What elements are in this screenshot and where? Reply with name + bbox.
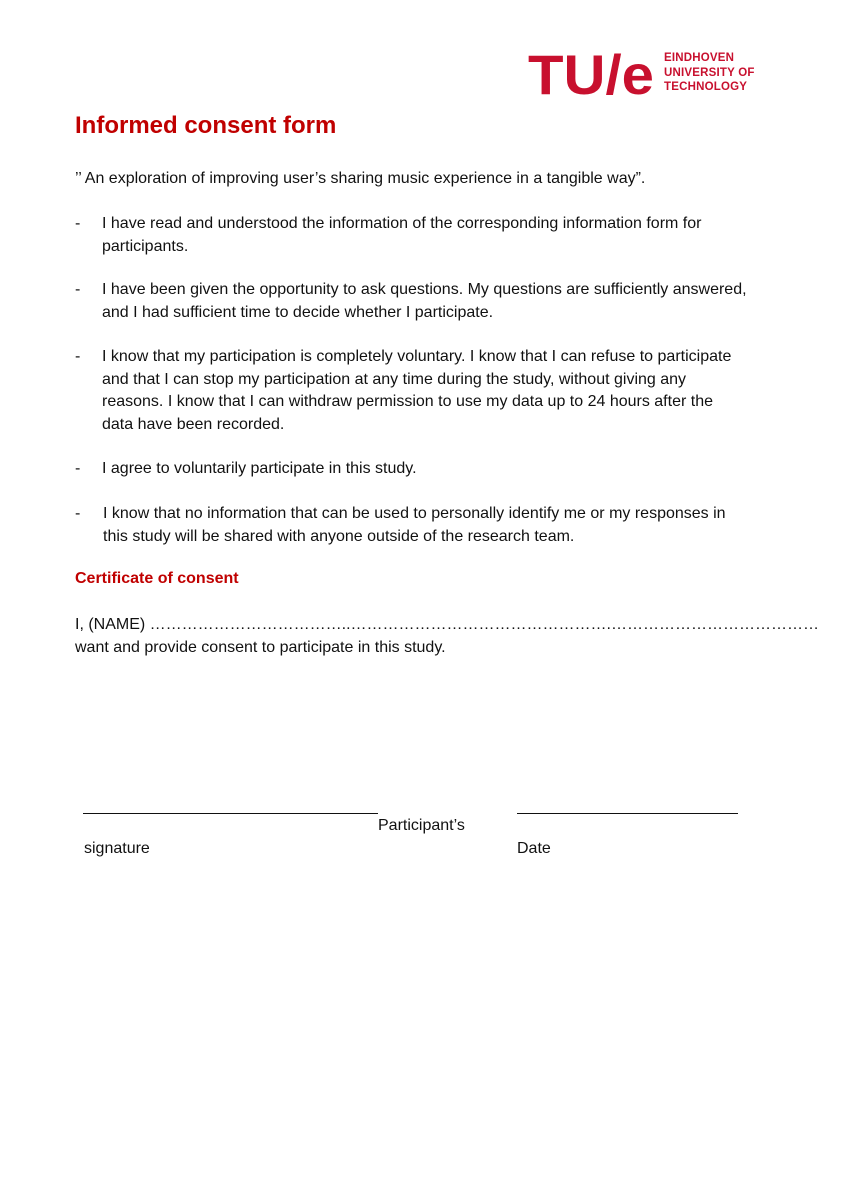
bullet-marker: - bbox=[75, 505, 81, 522]
consent-item-line: data have been recorded. bbox=[102, 415, 285, 433]
consent-item-text bbox=[102, 346, 731, 436]
tue-logo bbox=[528, 46, 773, 102]
bullet-marker: - bbox=[75, 348, 81, 365]
certificate-heading: Certificate of consent bbox=[75, 570, 239, 587]
consent-item-line: I have read and understood the information of the corresponding information form for bbox=[102, 215, 702, 232]
name-field[interactable]: I, (NAME) ………………………………..………………………………………….………………………………… bbox=[75, 616, 819, 633]
bullet-marker: - bbox=[75, 281, 81, 298]
date-line[interactable] bbox=[517, 813, 738, 814]
consent-item-line: reasons. I know that I can withdraw permission to use my data up to 24 hours after the bbox=[102, 393, 713, 410]
tue-logo-mark bbox=[528, 46, 656, 102]
consent-item-line: participants. bbox=[102, 237, 189, 255]
consent-item-text bbox=[103, 503, 726, 548]
signature-label-top: Participant’s bbox=[378, 817, 465, 834]
logo-line-eindhoven: EINDHOVEN bbox=[664, 52, 735, 64]
consent-item-line: I agree to voluntarily participate in this study. bbox=[102, 460, 417, 477]
logo-line-technology: TECHNOLOGY bbox=[664, 81, 748, 93]
signature-line[interactable] bbox=[83, 813, 378, 814]
consent-statement: want and provide consent to participate in this study. bbox=[75, 639, 446, 656]
bullet-marker: - bbox=[75, 460, 81, 477]
consent-item-line: I have been given the opportunity to ask questions. My questions are sufficiently answered, bbox=[102, 281, 747, 298]
consent-item-text bbox=[102, 279, 747, 324]
bullet-marker: - bbox=[75, 215, 81, 232]
consent-item-text bbox=[102, 458, 417, 481]
study-title: ’’ An exploration of improving user’s sharing music experience in a tangible way”. bbox=[75, 170, 646, 187]
tue-logo-wordmark bbox=[664, 51, 774, 95]
consent-item-line: I know that no information that can be used to personally identify me or my responses in bbox=[103, 505, 726, 522]
page-title: Informed consent form bbox=[75, 112, 337, 139]
tue-logo-mark-text: TU/e bbox=[528, 46, 654, 102]
consent-item-text bbox=[102, 213, 701, 258]
date-label: Date bbox=[517, 840, 551, 857]
logo-line-university-of: UNIVERSITY OF bbox=[664, 66, 755, 79]
consent-item-line: and that I can stop my participation at any time during the study, without giving any bbox=[102, 370, 687, 388]
signature-label-bottom: signature bbox=[84, 840, 150, 857]
consent-item-line: and I had sufficient time to decide whether I participate. bbox=[102, 303, 494, 321]
consent-item-line: this study will be shared with anyone outside of the research team. bbox=[103, 527, 575, 545]
consent-item-line: I know that my participation is completely voluntary. I know that I can refuse to participate bbox=[102, 348, 732, 365]
